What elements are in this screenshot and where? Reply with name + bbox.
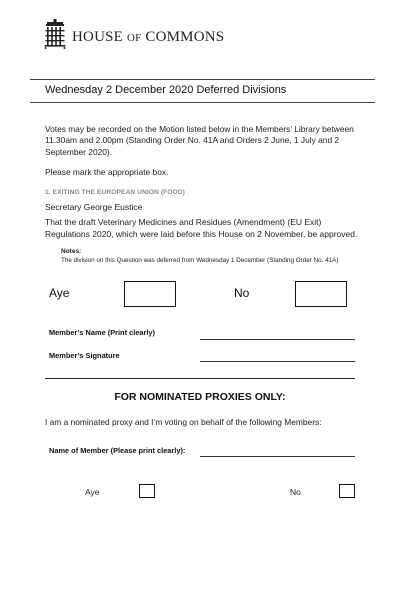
no-checkbox[interactable] <box>295 281 347 307</box>
title-rule <box>30 102 375 103</box>
proxy-member-name-field[interactable] <box>200 456 355 457</box>
proxy-aye-label: Aye <box>85 487 100 497</box>
proxy-text: I am a nominated proxy and I’m voting on behalf of the following Members: <box>45 417 322 427</box>
aye-checkbox[interactable] <box>124 281 176 307</box>
portcullis-logo-icon <box>44 19 66 49</box>
aye-label: Aye <box>49 286 70 300</box>
notes-body: The division on this Question was deferred from Wednesday 1 December (Standing Order No. 41A) <box>61 257 339 264</box>
notes-title: Notes: <box>61 248 82 255</box>
house-of-commons-wordmark <box>72 29 224 46</box>
brand-part-3: COMMONS <box>145 29 225 45</box>
page-title: Wednesday 2 December 2020 Deferred Divisions <box>45 84 287 96</box>
no-label: No <box>234 286 250 300</box>
instruction-text: Please mark the appropriate box. <box>45 167 169 177</box>
proxy-aye-checkbox[interactable] <box>139 484 155 498</box>
member-signature-field[interactable] <box>200 361 355 362</box>
member-name-label: Member’s Name (Print clearly) <box>49 328 155 337</box>
proxy-no-checkbox[interactable] <box>339 484 355 498</box>
brand-part-1: HOUSE <box>72 29 124 45</box>
top-rule <box>30 79 375 80</box>
proxy-divider <box>45 378 355 379</box>
item-motion: That the draft Veterinary Medicines and Residues (Amendment) (EU Exit) Regulations 2020, which were laid before this House on 2 November, be approved. <box>45 217 358 239</box>
member-name-field[interactable] <box>200 339 355 340</box>
item-title: 1. EXITING THE EUROPEAN UNION (FOOD) <box>45 189 185 196</box>
proxy-no-label: No <box>290 487 301 497</box>
item-mover: Secretary George Eustice <box>45 202 143 212</box>
proxy-member-name-label: Name of Member (Please print clearly): <box>49 446 186 455</box>
intro-text: Votes may be recorded on the Motion listed below in the Members’ Library between 11.30am and 2.00pm (Standing Order No. 41A and Orders 2 June, 1 July and 2 September 2020). <box>45 124 354 157</box>
member-signature-label: Member’s Signature <box>49 351 120 360</box>
proxy-heading: FOR NOMINATED PROXIES ONLY: <box>114 391 286 403</box>
brand-part-2: OF <box>126 32 142 44</box>
